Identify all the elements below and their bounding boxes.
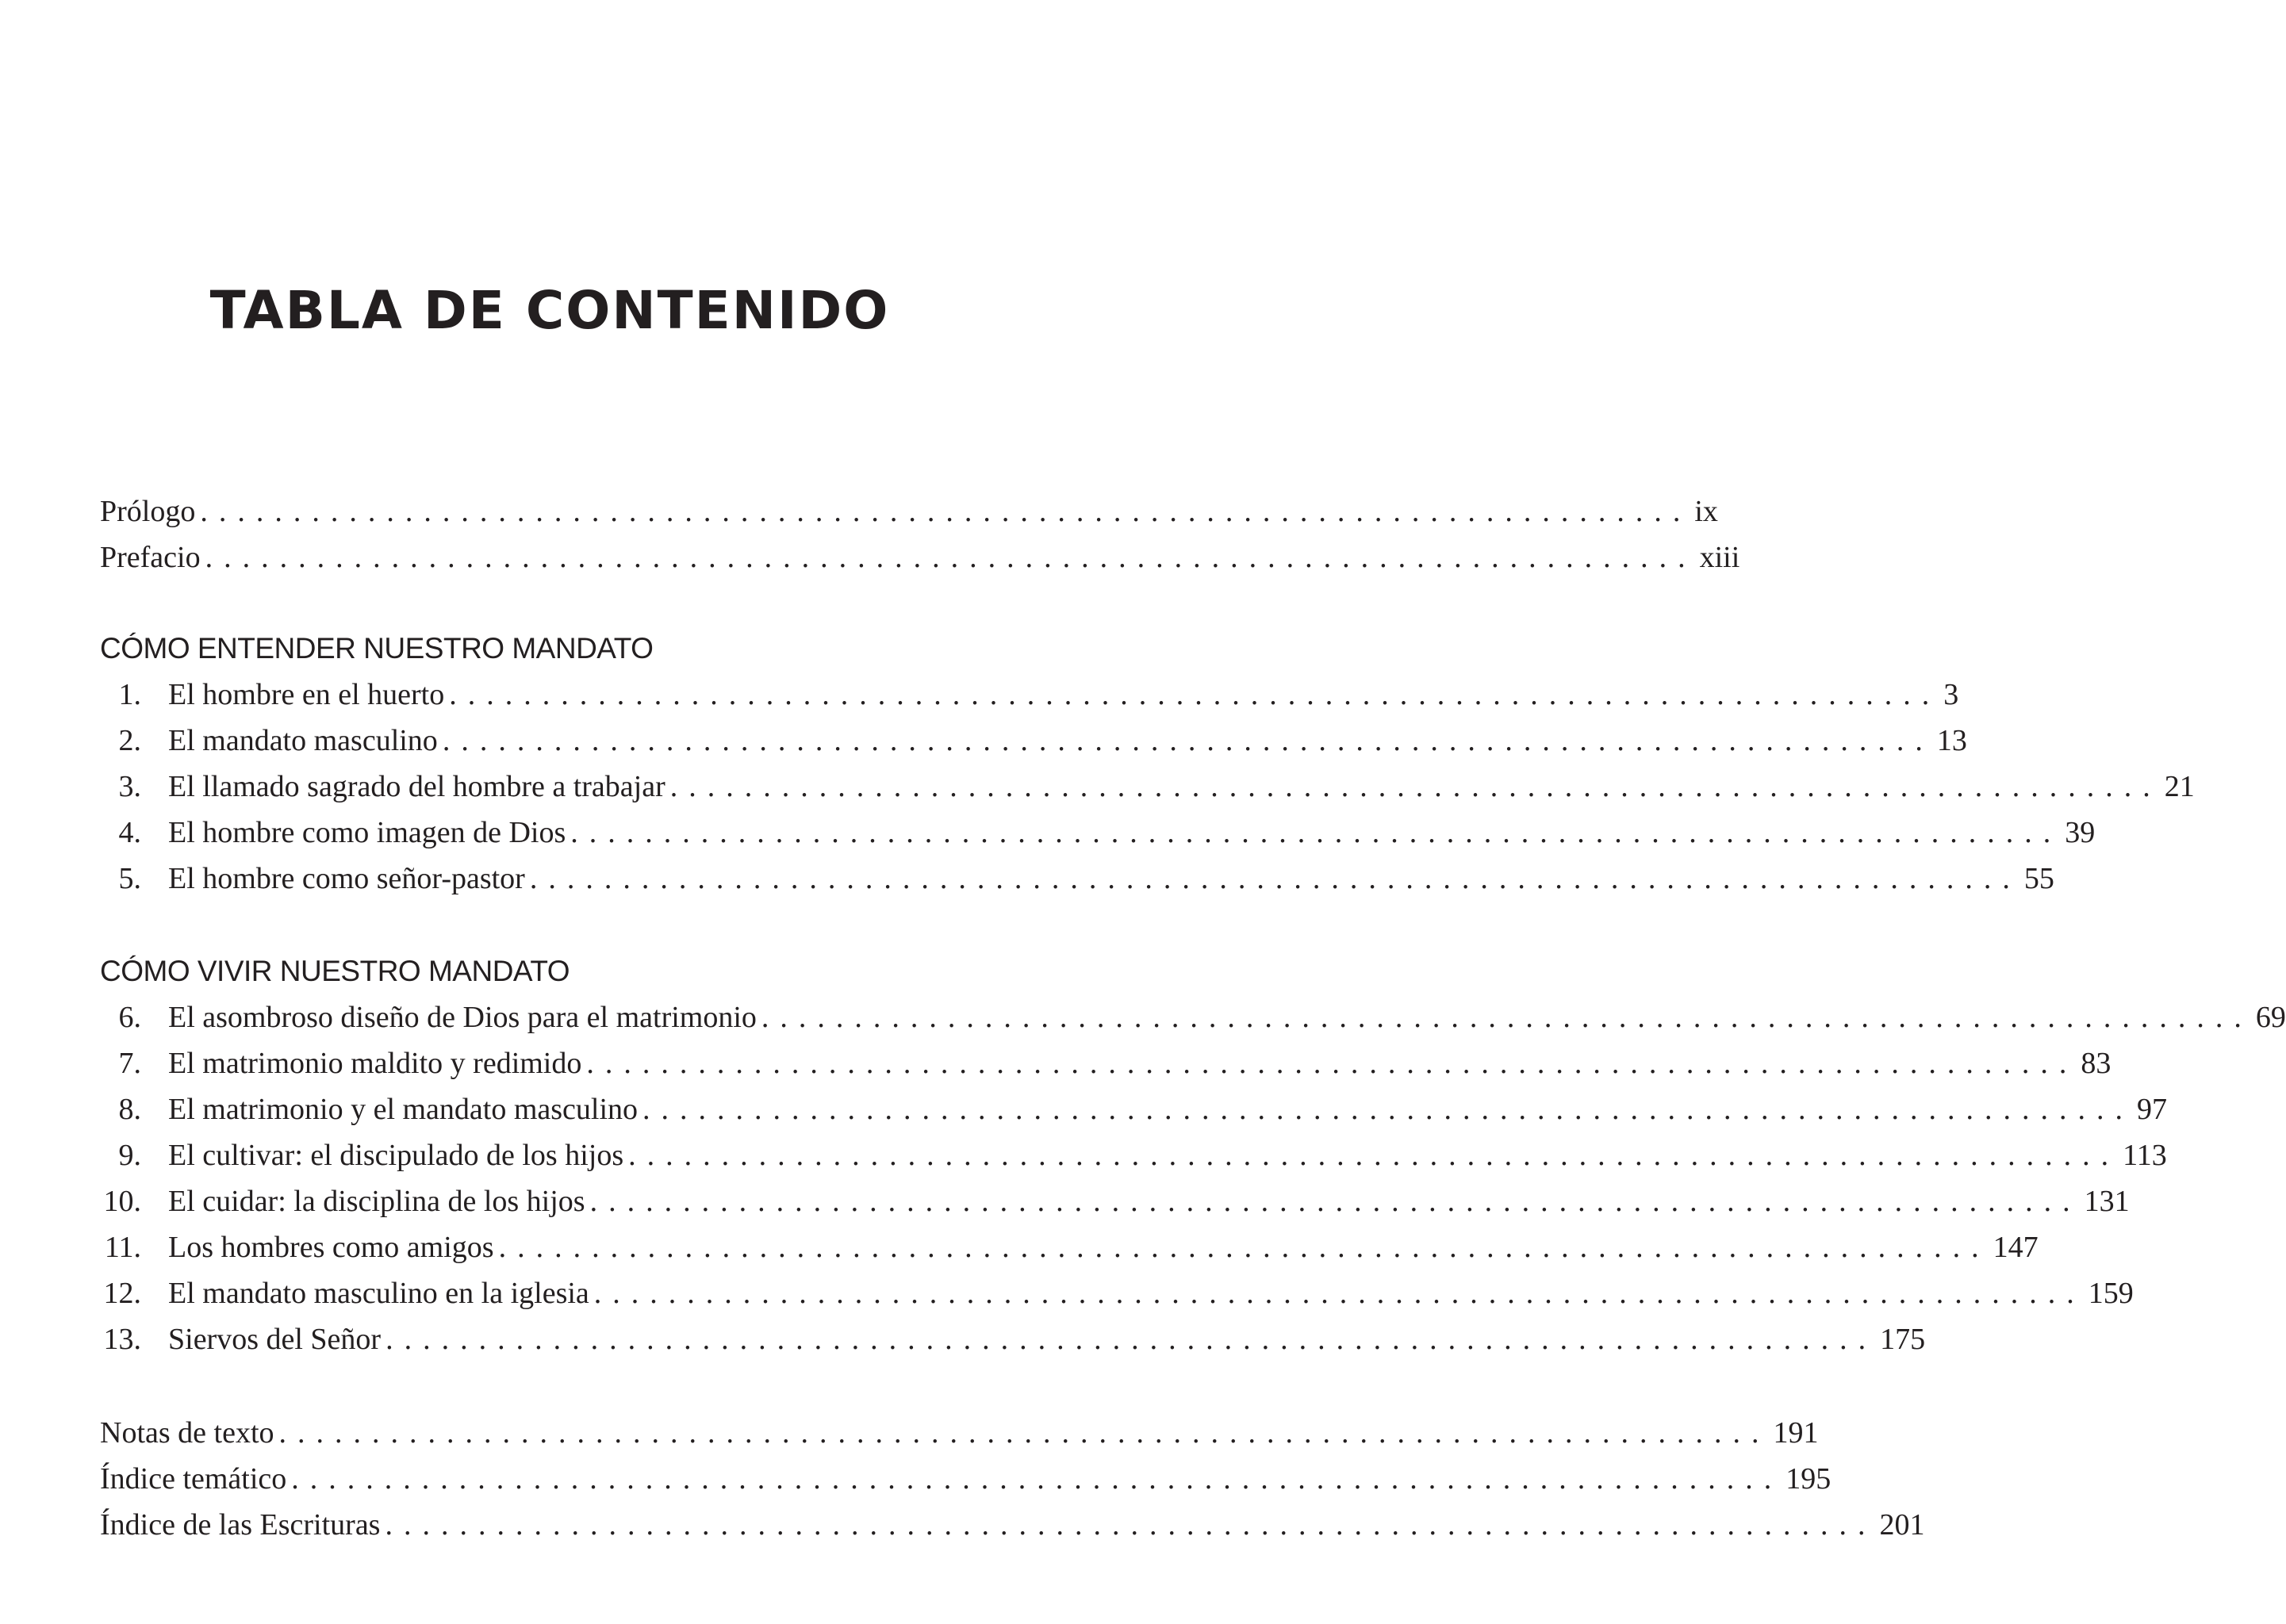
entry-label: El hombre en el huerto [168,678,445,711]
entry-page: ix [1694,495,1718,528]
entry-page: 131 [2084,1185,2130,1218]
entry-page: 21 [2164,770,2195,803]
dot-leader: ................................................................................ [586,1047,2078,1080]
dot-leader: ................................................................................ [498,1231,1990,1264]
entry-label: El cuidar: la disciplina de los hijos [168,1185,585,1218]
chapter-number: 5. [118,862,141,895]
toc-entry-chapter-13[interactable] [100,1316,1926,1362]
entry-label: El hombre como imagen de Dios [168,816,566,849]
toc-entry-chapter-12[interactable] [100,1270,2134,1316]
entry-page: 69 [2255,1001,2286,1034]
entry-label: Prólogo [100,495,196,528]
toc-entry-chapter-2[interactable] [100,718,1967,764]
toc-entry-chapter-10[interactable] [100,1178,2130,1224]
entry-label: Prefacio [100,541,201,574]
entry-label: Índice temático [100,1462,287,1496]
toc-entry-prefacio[interactable] [100,534,1740,580]
page-title: TABLA DE CONTENIDO [209,280,890,341]
dot-leader: ................................................................................ [278,1416,1770,1450]
toc-entry-indice-tematico[interactable] [100,1456,1831,1502]
entry-page: 147 [1993,1231,2039,1264]
entry-page: 175 [1880,1323,1926,1356]
toc-entry-chapter-1[interactable] [100,672,1959,718]
entry-page: 13 [1936,724,1967,757]
toc-entry-chapter-9[interactable] [100,1132,2167,1178]
section-heading: CÓMO ENTENDER NUESTRO MANDATO [100,632,654,665]
dot-leader: ................................................................................ [642,1093,2134,1126]
dot-leader: ................................................................................ [761,1001,2253,1034]
dot-leader: ................................................................................ [593,1277,2085,1310]
chapter-number: 12. [103,1277,141,1310]
dot-leader: ................................................................................ [589,1185,2081,1218]
entry-label: El cultivar: el discipulado de los hijos [168,1139,624,1172]
dot-leader: ................................................................................ [529,862,2021,895]
section-heading: CÓMO VIVIR NUESTRO MANDATO [100,955,570,987]
entry-label: Siervos del Señor [168,1323,382,1356]
entry-page: 39 [2065,816,2096,849]
dot-leader: ................................................................................ [442,724,1934,757]
toc-entry-chapter-4[interactable] [100,810,2096,856]
part1-section [100,626,2195,902]
chapter-number: 8. [118,1093,141,1126]
entry-page: 113 [2123,1139,2167,1172]
back-matter-list [100,1410,1925,1548]
toc-entry-chapter-11[interactable] [100,1224,2039,1270]
entry-page: 191 [1773,1416,1819,1450]
entry-label: El mandato masculino en la iglesia [168,1277,589,1310]
dot-leader: ................................................................................ [449,678,1941,711]
entry-label: El matrimonio maldito y redimido [168,1047,582,1080]
entry-label: El asombroso diseño de Dios para el matrimonio [168,1001,757,1034]
dot-leader: ................................................................................ [291,1462,1783,1496]
toc-entry-chapter-6[interactable] [100,994,2286,1040]
part2-section [100,948,2286,1362]
dot-leader: ................................................................................ [200,495,1692,528]
chapter-number: 10. [103,1185,141,1218]
entry-label: El hombre como señor-pastor [168,862,525,895]
dot-leader: ................................................................................ [205,541,1697,574]
entry-page: 83 [2081,1047,2111,1080]
entry-label: Índice de las Escrituras [100,1508,381,1542]
entry-page: 3 [1943,678,1959,711]
chapter-number: 13. [103,1323,141,1356]
chapter-number: 3. [118,770,141,803]
dot-leader: ................................................................................ [669,770,2161,803]
chapter-number: 11. [104,1231,141,1264]
entry-label: Los hombres como amigos [168,1231,494,1264]
entry-page: 195 [1785,1462,1831,1496]
entry-page: 159 [2088,1277,2134,1310]
toc-entry-indice-escrituras[interactable] [100,1502,1925,1548]
toc-entry-chapter-7[interactable] [100,1040,2111,1086]
toc-entry-prologo[interactable] [100,488,1718,534]
entry-page: xiii [1699,541,1740,574]
dot-leader: ................................................................................ [385,1323,1878,1356]
entry-label: El mandato masculino [168,724,438,757]
front-matter-list [100,488,1740,580]
dot-leader: ................................................................................ [628,1139,2120,1172]
chapter-number: 2. [118,724,141,757]
chapter-number: 1. [118,678,141,711]
chapter-number: 6. [118,1001,141,1034]
chapter-number: 9. [118,1139,141,1172]
entry-label: El matrimonio y el mandato masculino [168,1093,639,1126]
toc-entry-chapter-3[interactable] [100,764,2195,810]
toc-entry-chapter-8[interactable] [100,1086,2168,1132]
chapter-number: 4. [118,816,141,849]
toc-entry-chapter-5[interactable] [100,856,2054,902]
entry-label: Notas de texto [100,1416,274,1450]
entry-page: 97 [2137,1093,2168,1126]
dot-leader: ................................................................................ [570,816,2062,849]
entry-label: El llamado sagrado del hombre a trabajar [168,770,665,803]
entry-page: 55 [2023,862,2054,895]
toc-entry-notas[interactable] [100,1410,1819,1456]
entry-page: 201 [1879,1508,1925,1542]
chapter-number: 7. [118,1047,141,1080]
dot-leader: ................................................................................ [385,1508,1877,1542]
